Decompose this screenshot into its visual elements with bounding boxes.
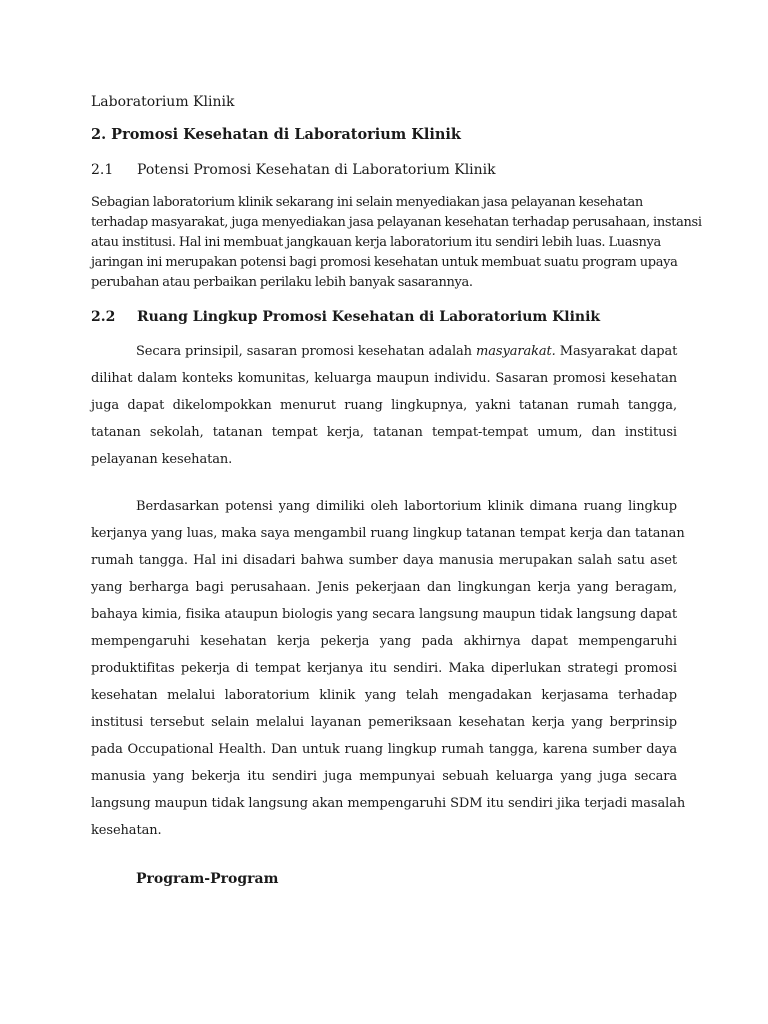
paragraph-3-line: kerjanya yang luas, maka saya mengambil ruang lingkup tatanan tempat kerja dan tatanan	[91, 526, 685, 541]
paragraph-3-line: manusia yang bekerja itu sendiri juga mempunyai sebuah keluarga yang juga secara	[91, 769, 677, 784]
paragraph-3-line: langsung maupun tidak langsung akan mempengaruhi SDM itu sendiri jika terjadi masalah	[91, 796, 686, 811]
paragraph-3-line: produktifitas pekerja di tempat kerjanya itu sendiri. Maka diperlukan strategi promosi	[91, 661, 677, 676]
paragraph-3-line: yang berharga bagi perusahaan. Jenis pekerjaan dan lingkungan kerja yang beragam,	[91, 580, 677, 595]
paragraph-1-line: jaringan ini merupakan potensi bagi promosi kesehatan untuk membuat suatu program upaya	[91, 255, 678, 270]
paragraph-3-line: rumah tangga. Hal ini disadari bahwa sumber daya manusia merupakan salah satu aset	[91, 553, 677, 568]
subsection-1-number: 2.1	[91, 162, 114, 178]
paragraph-1-line: perubahan atau perbaikan perilaku lebih banyak sasarannya.	[91, 275, 473, 290]
document-header: Laboratorium Klinik	[91, 94, 235, 110]
paragraph-2-line: dilihat dalam konteks komunitas, keluarga maupun individu. Sasaran promosi kesehatan	[91, 371, 677, 386]
paragraph-2-italic: masyarakat.	[476, 344, 556, 359]
paragraph-2-text: Secara prinsipil, sasaran promosi kesehatan adalah	[136, 344, 476, 359]
section-heading: 2. Promosi Kesehatan di Laboratorium Klinik	[91, 126, 461, 143]
paragraph-3-line: kesehatan.	[91, 823, 162, 838]
paragraph-3-line: bahaya kimia, fisika ataupun biologis yang secara langsung maupun tidak langsung dapat	[91, 607, 677, 622]
program-heading: Program-Program	[136, 871, 279, 887]
paragraph-3-line: institusi tersebut selain melalui layanan pemeriksaan kesehatan kerja yang berprinsip	[91, 715, 677, 730]
paragraph-3-line: pada Occupational Health. Dan untuk ruang lingkup rumah tangga, karena sumber daya	[91, 742, 677, 757]
paragraph-2-text: Masyarakat dapat	[555, 344, 678, 359]
paragraph-1-line: terhadap masyarakat, juga menyediakan jasa pelayanan kesehatan terhadap perusahaan, instansi	[91, 215, 702, 230]
paragraph-2-line: pelayanan kesehatan.	[91, 452, 233, 467]
paragraph-3-line: mempengaruhi kesehatan kerja pekerja yang pada akhirnya dapat mempengaruhi	[91, 634, 677, 649]
subsection-1-title: Potensi Promosi Kesehatan di Laboratorium Klinik	[137, 162, 496, 178]
paragraph-2-line: juga dapat dikelompokkan menurut ruang lingkupnya, yakni tatanan rumah tangga,	[91, 398, 677, 413]
paragraph-2-line: tatanan sekolah, tatanan tempat kerja, tatanan tempat-tempat umum, dan institusi	[91, 425, 677, 440]
paragraph-3-line: kesehatan melalui laboratorium klinik yang telah mengadakan kerjasama terhadap	[91, 688, 677, 703]
paragraph-1	[91, 193, 702, 293]
paragraph-3	[91, 493, 686, 844]
subsection-2-number: 2.2	[91, 309, 116, 325]
paragraph-2-line	[91, 338, 677, 365]
paragraph-3-line: Berdasarkan potensi yang dimiliki oleh labortorium klinik dimana ruang lingkup	[136, 499, 677, 514]
paragraph-1-line: Sebagian laboratorium klinik sekarang ini selain menyediakan jasa pelayanan kesehatan	[91, 195, 643, 210]
subsection-2-title: Ruang Lingkup Promosi Kesehatan di Laboratorium Klinik	[137, 309, 601, 325]
paragraph-1-line: atau institusi. Hal ini membuat jangkauan kerja laboratorium itu sendiri lebih luas. Luasnya	[91, 235, 661, 250]
paragraph-2	[91, 338, 677, 473]
